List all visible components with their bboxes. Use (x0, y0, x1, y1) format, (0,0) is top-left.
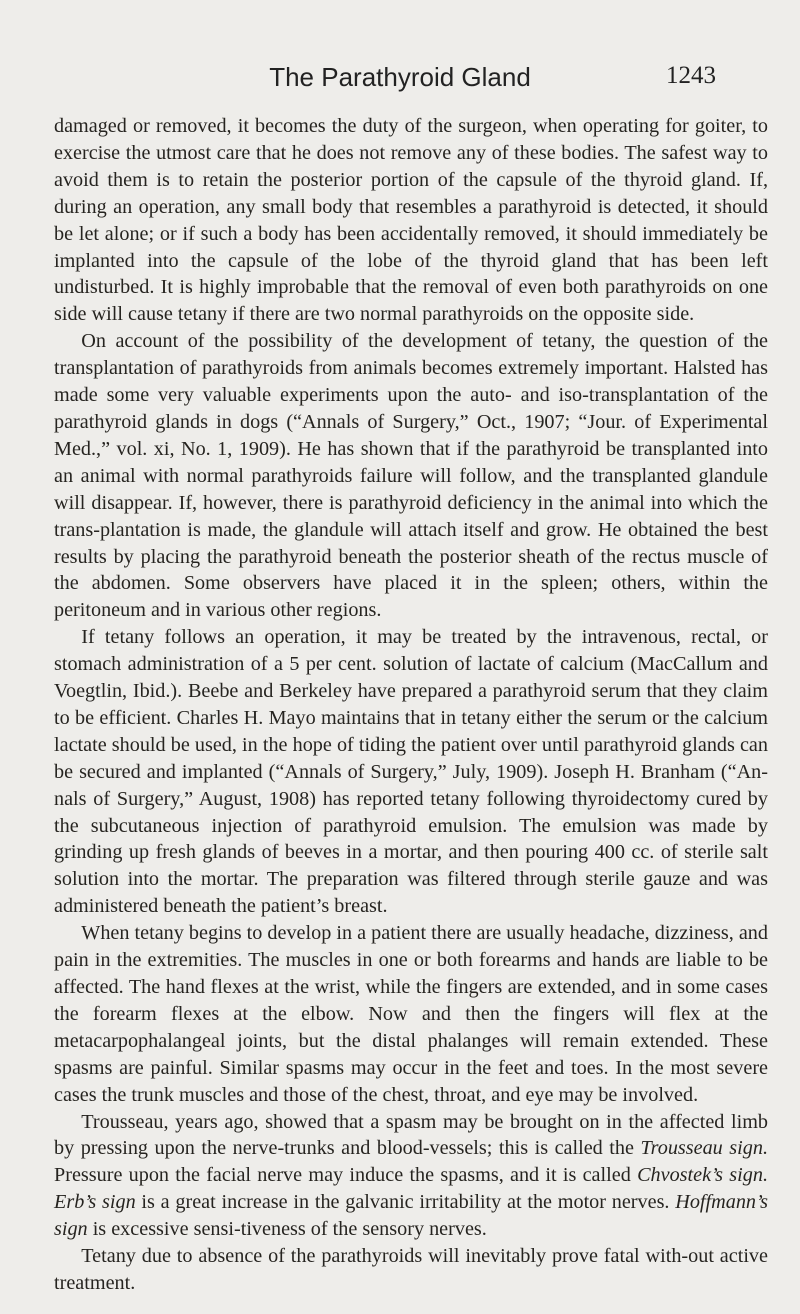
signs-text-1: Trousseau, years ago, showed that a spasm may be brought on in the affected limb by pressing upon the nerve-trunks and blood-vessels; this is called the (54, 1110, 768, 1160)
signs-text-5: is excessive sensi-tiveness of the sensory nerves. (87, 1218, 487, 1241)
running-title: The Parathyroid Gland (269, 62, 531, 92)
erb-sign-term: Erb’s sign (54, 1191, 136, 1214)
paragraph-signs (54, 1109, 768, 1244)
paragraph-goiter-surgery: damaged or removed, it becomes the duty of the surgeon, when operating for goiter, to exercise the utmost care that he does not remove any of these bodies. The safest way to avoid them is to retain the posterior portion of the capsule of the thyroid gland. If, during an operation, any small body that resembles a parathyroid is detected, it should be let alone; or if such a body has been accidentally removed, it should immediately be implanted into the capsule of the lobe of the thyroid gland that has been left undisturbed. It is highly improbable that the removal of even both parathyroids on one side will cause tetany if there are two normal parathyroids on the opposite side. (54, 115, 768, 326)
paragraph-conclusion: Tetany due to absence of the parathyroids will inevitably prove fatal with-out active treatment. (54, 1245, 768, 1294)
paragraph-treatment: If tetany follows an operation, it may be treated by the intravenous, rectal, or stomach administration of a 5 per cent. solution of lactate of calcium (MacCallum and Voegtlin, Ibid.). Beebe and Berkeley have prepared a parathyroid serum that they claim to be efficient. Charles H. Mayo maintains that in tetany either the serum or the calcium lactate should be used, in the hope of tiding the patient over until parathyroid glands can be secured and implanted (“Annals of Surgery,” July, 1909). Joseph H. Branham (“An-nals of Surgery,” August, 1908) has reported tetany following thyroidectomy cured by the subcutaneous injection of parathyroid emulsion. The emulsion was made by grinding up fresh glands of beeves in a mortar, and then pouring 400 cc. of sterile salt solution into the mortar. The preparation was filtered through sterile gauze and was administered beneath the patient’s breast. (54, 626, 768, 918)
page-number: 1243 (666, 62, 716, 89)
signs-text-4: is a great increase in the galvanic irritability at the motor nerves. (135, 1191, 676, 1214)
body-text (54, 113, 768, 1297)
chvostek-sign-term: Chvostek’s sign. (637, 1164, 768, 1187)
signs-text-2: Pressure upon the facial nerve may induce the spasms, and it is called (54, 1164, 638, 1187)
page-header (0, 62, 800, 102)
hoffmann-sign-term: Hoffmann’s sign (54, 1191, 768, 1241)
trousseau-sign-term: Trousseau sign. (640, 1137, 768, 1160)
paragraph-symptoms: When tetany begins to develop in a patient there are usually headache, dizziness, and pain in the extremities. The muscles in one or both forearms and hands are liable to be affected. The hand flexes at the wrist, while the fingers are extended, and in some cases the forearm flexes at the elbow. Now and then the fingers will flex at the metacarpophalangeal joints, but the distal phalanges will remain extended. These spasms are painful. Similar spasms may occur in the feet and toes. In the most severe cases the trunk muscles and those of the chest, throat, and eye may be involved. (54, 922, 768, 1106)
paragraph-transplantation: On account of the possibility of the development of tetany, the question of the transplantation of parathyroids from animals becomes extremely important. Halsted has made some very valuable experiments upon the auto- and iso-transplantation of the parathyroid glands in dogs (“Annals of Surgery,” Oct., 1907; “Jour. of Experimental Med.,” vol. xi, No. 1, 1909). He has shown that if the parathyroid be transplanted into an animal with normal parathyroids failure will follow, and the transplanted glandule will disappear. If, however, there is parathyroid deficiency in the animal into which the trans-plantation is made, the glandule will attach itself and grow. He obtained the best results by placing the parathyroid beneath the posterior sheath of the rectus muscle of the abdomen. Some observers have placed it in the spleen; others, within the peritoneum and in various other regions. (54, 330, 768, 622)
